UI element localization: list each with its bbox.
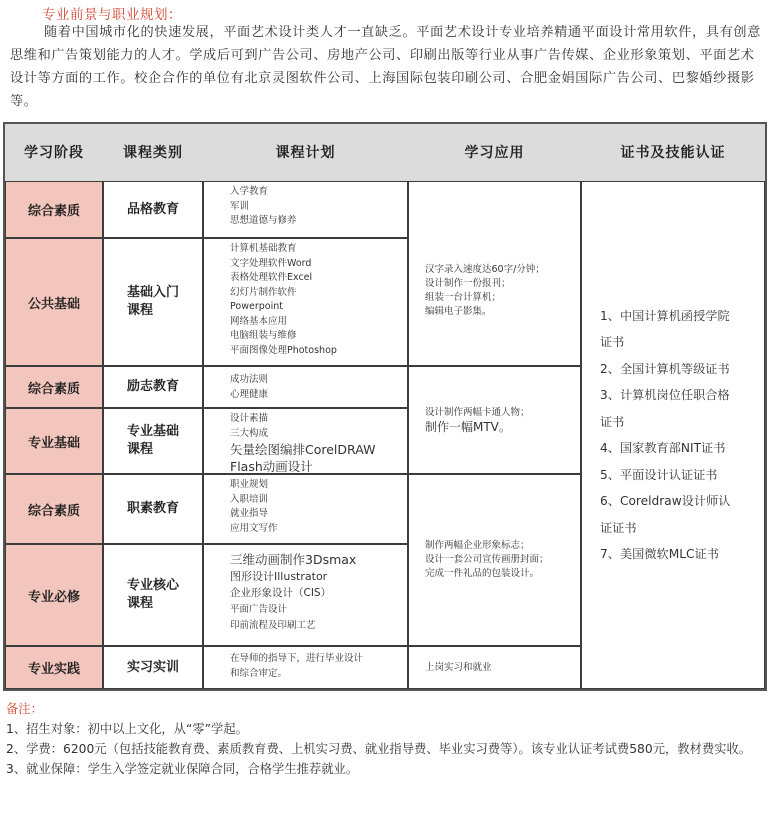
note-item: 3、就业保障：学生入学签定就业保障合同，合格学生推荐就业。 [6,762,359,776]
application-cell [408,181,581,366]
header-application: 学习应用 [464,144,525,161]
plan-line: 电脑组装与维修 [230,330,297,341]
plan-line: 军训 [230,200,250,212]
application-line: 汉字录入速度达60字/分钟； [425,264,545,275]
certificate-line: 证书 [600,335,625,349]
plan-line: 在导师的指导下，进行毕业设计 [230,653,364,664]
header-category: 课程类别 [123,144,183,161]
application-line: 制作两幅企业形象标志； [425,540,530,551]
plan-cell [203,408,408,474]
plan-cell [203,646,408,689]
application-line: 设计制作两幅卡通人物； [425,407,530,418]
certificate-cell [581,181,765,689]
certificate-line: 证书 [600,414,625,429]
category-cell [103,474,203,544]
certificate-line: 7、美国微软MLC证书 [600,547,719,561]
plan-line: 平面图像处理Photoshop [230,344,337,356]
plan-line: 印前流程及印刷工艺 [230,620,316,631]
plan-cell [203,544,408,646]
plan-line: 应用文写作 [230,522,278,534]
category-label: 专业核心 课程 [126,578,179,611]
note-item: 2、学费：6200元（包括技能教育费、素质教育费、上机实习费、就业指导费、毕业实习费等）。该专业认证考试费580元，教材费实收。 [6,742,752,756]
application-line: 制作一幅MTV。 [425,420,511,434]
category-label: 基础入门 课程 [126,285,179,318]
plan-line: 三大构成 [230,427,269,439]
plan-line: 网络基本应用 [230,315,288,327]
category-cell [103,181,203,238]
note-item: 1、招生对象：初中以上文化，从“零”学起。 [6,722,248,736]
stage-cell: 专业实践 [5,646,103,689]
category-cell [103,238,203,366]
certificate-line: 2、全国计算机等级证书 [600,361,730,376]
stage-cell: 专业基础 [5,408,103,474]
plan-line: 幻灯片制作软件 [230,286,297,298]
plan-line: 文字处理软件Word [230,257,312,269]
plan-line: 三维动画制作3Dsmax [230,552,357,567]
plan-line: 和综合审定。 [230,667,288,679]
plan-cell [203,474,408,544]
application-line: 设计一套公司宣传画册封面； [425,554,549,565]
plan-line: 计算机基础教育 [230,243,297,254]
plan-line: 入学教育 [230,186,269,197]
application-cell [408,366,581,474]
notes-title: 备注： [6,702,43,716]
stage-cell: 综合素质 [5,366,103,408]
application-line: 编辑电子影集。 [425,306,492,317]
plan-line: 心理健康 [230,388,269,400]
plan-line: 企业形象设计（CIS） [230,587,332,599]
category-cell [103,366,203,408]
stage-cell: 公共基础 [5,238,103,366]
application-cell [408,646,581,689]
application-line: 组装一台计算机； [425,292,502,303]
plan-line: 职业规划 [230,479,269,490]
header-stage: 学习阶段 [24,144,84,161]
application-cell [408,474,581,646]
section-heading: 专业前景与职业规划： [42,7,182,23]
category-label: 专业基础 课程 [126,424,179,457]
certificate-line: 1、中国计算机函授学院 [600,308,730,323]
plan-line: Flash动画设计 [230,459,313,474]
curriculum-table [3,122,767,691]
application-line: 完成一件礼品的包装设计。 [425,568,540,579]
plan-line: 设计素描 [230,413,269,424]
plan-line: 入职培训 [230,493,269,505]
category-cell [103,408,203,474]
certificate-line: 4、国家教育部NIT证书 [600,441,726,455]
plan-line: 就业指导 [230,508,269,519]
certificate-line: 3、计算机岗位任职合格 [600,388,730,402]
category-label: 励志教育 [126,379,179,394]
plan-line: 平面广告设计 [230,604,288,615]
notes-section [6,699,761,779]
certificate-line: 证证书 [600,520,637,535]
plan-cell [203,181,408,238]
plan-line: Powerpoint [230,301,283,312]
plan-line: 思想道德与修养 [230,215,297,226]
application-line: 上岗实习和就业 [425,661,492,673]
application-line: 设计制作一份报刊； [425,278,511,289]
intro-paragraph: 随着中国城市化的快速发展，平面艺术设计类人才一直缺乏。平面艺术设计专业培养精通平面设计常用软件，具有创意思维和广告策划能力的人才。学成后可到广告公司、房地产公司、印刷出版等行业从事广告传媒、企业形象策划、平面艺术设计等方面的工作。校企合作的单位有北京灵图软件公司、上海国际包装印刷公司、合肥金娟国际广告公司、巴黎婚纱摄影等。 [10,25,761,109]
certificate-line: 5、平面设计认证证书 [600,467,718,482]
plan-cell [203,238,408,366]
category-cell [103,646,203,689]
plan-cell [203,366,408,408]
plan-line: 矢量绘图编排CorelDRAW [230,442,376,457]
plan-line: 成功法则 [230,374,269,385]
plan-line: 图形设计Illustrator [230,570,328,583]
plan-line: 表格处理软件Excel [230,272,313,283]
stage-cell: 综合素质 [5,474,103,544]
stage-cell: 综合素质 [5,181,103,238]
header-plan: 课程计划 [275,144,336,161]
stage-cell: 专业必修 [5,544,103,646]
category-label: 实习实训 [126,659,179,675]
certificate-line: 6、Coreldraw设计师认 [600,494,731,508]
category-label: 品格教育 [126,201,179,217]
category-cell [103,544,203,646]
header-certificate: 证书及技能认证 [620,144,726,161]
category-label: 职素教育 [126,501,179,516]
